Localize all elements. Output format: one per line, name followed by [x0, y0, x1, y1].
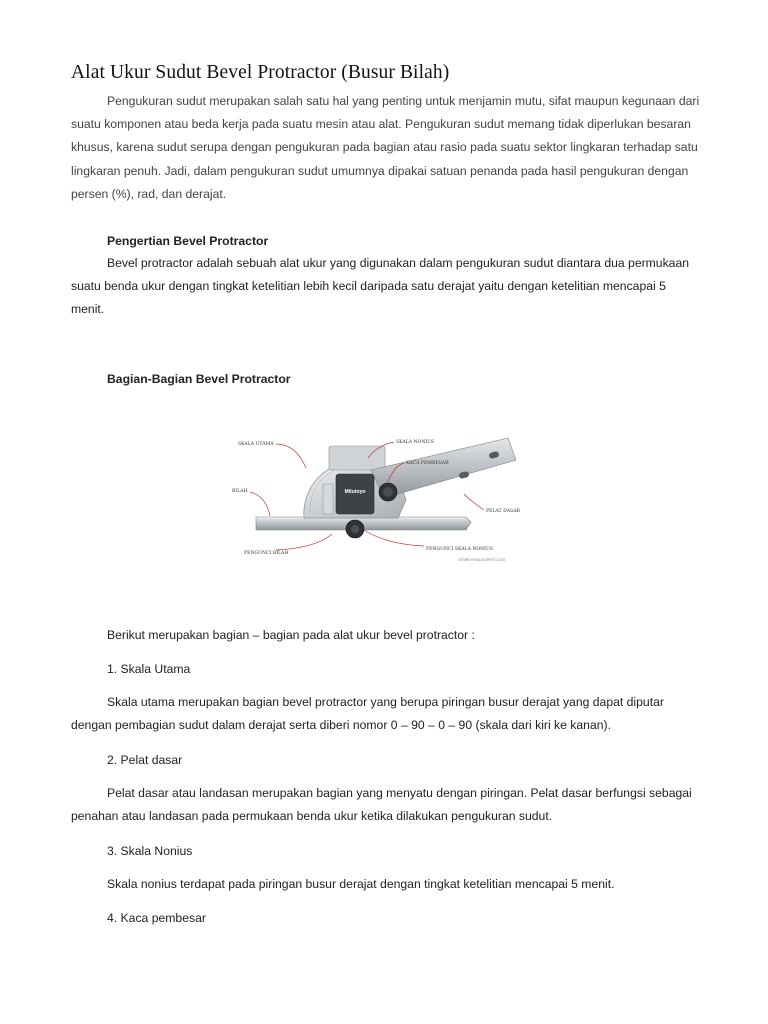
item-body-skala-nonius: Skala nonius terdapat pada piringan busur derajat dengan tingkat ketelitian mencapai 5 menit. — [107, 877, 615, 891]
label-pengunci-bilah: PENGUNCI BILAH — [244, 551, 289, 556]
item-body-skala-utama: Skala utama merupakan bagian bevel protractor yang berupa piringan busur derajat yang dapat diputar dengan pembagian sudut dalam derajat serta diberi nomor 0 – 90 – 0 – 90 (skala dari kiri ke kanan). — [71, 695, 664, 733]
item-heading-skala-nonius: 3. Skala Nonius — [107, 844, 193, 858]
label-kaca-pembesar: KACA PEMBESAR — [406, 461, 449, 466]
item-heading-kaca-pembesar: 4. Kaca pembesar — [107, 911, 206, 925]
label-pelat-dasar: PELAT DASAR — [486, 509, 521, 514]
bevel-protractor-figure — [226, 430, 536, 565]
figure-credit: OTOMOTIF.BLOGSPOT.CO.ID — [458, 558, 506, 562]
section-heading-bagian: Bagian-Bagian Bevel Protractor — [107, 372, 291, 386]
document-title: Alat Ukur Sudut Bevel Protractor (Busur Bilah) — [71, 62, 450, 83]
label-skala-nonius: SKALA NONIUS — [396, 440, 435, 445]
label-bilah: BILAH — [232, 489, 248, 494]
pengertian-paragraph: Bevel protractor adalah sebuah alat ukur yang digunakan dalam pengukuran sudut diantara dua permukaan suatu benda ukur dengan tingkat ketelitian lebih kecil daripada satu derajat yaitu dengan ketelitian mencapai 5 menit. — [71, 256, 690, 317]
parts-intro-line: Berikut merupakan bagian – bagian pada alat ukur bevel protractor : — [107, 628, 475, 642]
item-heading-pelat-dasar: 2. Pelat dasar — [107, 753, 183, 767]
brand-label: Mitutoyo — [344, 489, 366, 495]
item-heading-skala-utama: 1. Skala Utama — [107, 662, 191, 676]
section-heading-pengertian: Pengertian Bevel Protractor — [107, 234, 269, 248]
label-skala-utama: SKALA UTAMA — [238, 442, 274, 447]
label-pengunci-skala: PENGUNCI SKALA NONIUS — [426, 547, 493, 552]
item-body-pelat-dasar: Pelat dasar atau landasan merupakan bagian yang menyatu dengan piringan. Pelat dasar berfungsi sebagai penahan atau landasan pada permukaan benda ukur ketika dilakukan pengukuran sudut. — [71, 786, 692, 824]
intro-paragraph: Pengukuran sudut merupakan salah satu hal yang penting untuk menjamin mutu, sifat maupun kegunaan dari suatu komponen atau beda kerja pada suatu mesin atau alat. Pengukuran sudut memang tidak diperlukan besaran khusus, karena sudut serupa dengan pengukuran pada bagian atau rasio pada suatu sektor lingkaran terhadap satu lingkaran penuh. Jadi, dalam pengukuran sudut umumnya dipakai satuan penanda pada hasil pengukuran dengan persen (%), rad, dan derajat. — [71, 94, 700, 201]
